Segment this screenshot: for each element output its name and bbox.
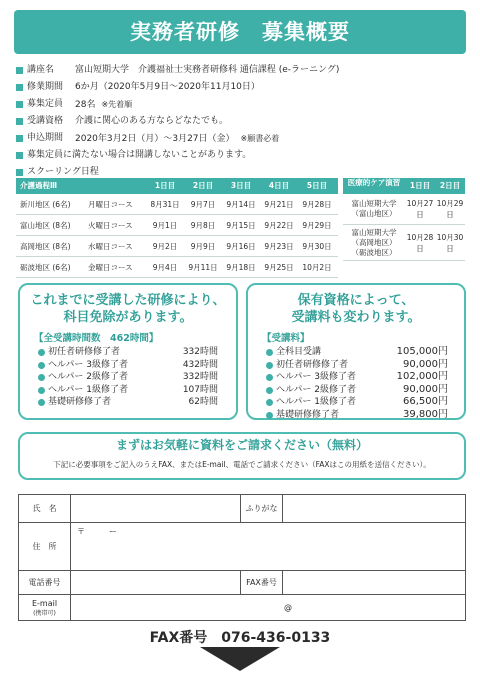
postal-dash: ー xyxy=(109,527,117,536)
list-item: ヘルパー 1級修了者 66,500円 xyxy=(266,396,464,409)
schedule-table xyxy=(16,178,338,278)
phone-label: 電話番号 xyxy=(19,571,71,595)
table-row: 富山地区 (8名) 火曜日コース 9月1日 9月8日 9月15日 9月22日 9月29日 xyxy=(16,215,338,236)
email-field[interactable]: @ xyxy=(71,595,466,621)
name-field[interactable] xyxy=(71,495,241,523)
banner-title-a: 実務者研修 xyxy=(130,20,240,44)
list-item: ヘルパー 2級修了者 90,000円 xyxy=(266,384,464,397)
info-row: 受講資格 介護に関心のある方ならどなたでも。 xyxy=(16,113,466,130)
circle-bullet-icon xyxy=(38,362,45,369)
furigana-field[interactable] xyxy=(283,495,466,523)
arrow-down-icon xyxy=(200,647,280,671)
fax-field[interactable] xyxy=(283,571,466,595)
list-item: ヘルパー 2級修了者 332時間 xyxy=(38,371,236,384)
address-field[interactable] xyxy=(71,523,466,571)
info-row: スクーリング日程 xyxy=(16,164,466,181)
fax-footer-number: 076-436-0133 xyxy=(221,630,331,646)
request-box xyxy=(18,432,466,480)
info-row: 修業期間 6か月（2020年5月9日～2020年11月10日） xyxy=(16,79,466,96)
banner-title-b: 募集概要 xyxy=(262,20,350,44)
fees-list xyxy=(266,346,464,421)
circle-bullet-icon xyxy=(38,349,45,356)
postal-mark: 〒 xyxy=(77,527,85,536)
fax-footer-label: FAX番号 xyxy=(149,630,208,646)
square-bullet-icon xyxy=(16,101,23,108)
exemption-box: これまでに受講した研修により、 科目免除があります。 【全受講時間数 462時間】 初任者研修修了者 332時間 ヘルパー 3級修了者 432時間 ヘルパー 2級修了者 332時間 ヘルパー 1級修了者 107時間 基礎研修修了者 62時間 xyxy=(18,283,238,420)
list-item: 基礎研修修了者 39,800円 xyxy=(266,409,464,422)
circle-bullet-icon xyxy=(266,399,273,406)
square-bullet-icon xyxy=(16,169,23,176)
square-bullet-icon xyxy=(16,135,23,142)
email-label: E-mail (携帯可) xyxy=(19,595,71,621)
square-bullet-icon xyxy=(16,152,23,159)
list-item: 初任者研修修了者 332時間 xyxy=(38,346,236,359)
circle-bullet-icon xyxy=(266,387,273,394)
circle-bullet-icon xyxy=(266,374,273,381)
info-row: 募集定員に満たない場合は開講しないことがあります。 xyxy=(16,147,466,164)
info-list xyxy=(16,62,466,181)
circle-bullet-icon xyxy=(266,412,273,419)
phone-field[interactable] xyxy=(71,571,241,595)
fax-footer xyxy=(0,627,480,647)
info-row: 募集定員 28名 ※先着順 xyxy=(16,96,466,113)
fax-label: FAX番号 xyxy=(241,571,283,595)
page-banner xyxy=(14,10,466,54)
circle-bullet-icon xyxy=(266,349,273,356)
info-row: 講座名 富山短期大学 介護福祉士実務者研修科 通信課程 (e-ラーニング) xyxy=(16,62,466,79)
request-title: まずはお気軽に資料をご請求ください（無料） xyxy=(115,438,368,452)
medical-header: 医療的ケア演習 1日目 2日目 xyxy=(343,178,465,194)
table-row: 砺波地区 (6名) 金曜日コース 9月4日 9月11日 9月18日 9月25日 10月2日 xyxy=(16,257,338,278)
furigana-label: ふりがな xyxy=(241,495,283,523)
address-label: 住 所 xyxy=(19,523,71,571)
fees-box: 保有資格によって、 受講料も変わります。 【受講料】 全科目受講 105,000円 初任者研修修了者 90,000円 ヘルパー 3級修了者 102,000円 ヘルパー 2級修了者 90,000円 ヘルパー 1級修了者 66,500円 基礎研修修了者 39,800円 xyxy=(246,283,466,420)
list-item: 基礎研修修了者 62時間 xyxy=(38,396,236,409)
info-row: 申込期間 2020年3月2日（月）～3月27日（金） ※願書必着 xyxy=(16,130,466,147)
table-row: 高岡地区 (8名) 水曜日コース 9月2日 9月9日 9月16日 9月23日 9月30日 xyxy=(16,236,338,257)
exemption-list xyxy=(38,346,236,409)
square-bullet-icon xyxy=(16,67,23,74)
square-bullet-icon xyxy=(16,118,23,125)
table-row: 富山短期大学 （富山地区） 10月27日 10月29日 xyxy=(343,194,465,225)
list-item: ヘルパー 1級修了者 107時間 xyxy=(38,384,236,397)
circle-bullet-icon xyxy=(38,387,45,394)
request-text: 下記に必要事項をご記入のうえFAX、またはE-mail、電話でご請求ください（FAXはこの用紙を送信ください）。 xyxy=(53,460,431,469)
schedule-header: 介護過程Ⅲ 1日目 2日目 3日目 4日目 5日目 xyxy=(16,178,338,194)
table-row: 新川地区 (6名) 月曜日コース 8月31日 9月7日 9月14日 9月21日 9月28日 xyxy=(16,194,338,215)
table-row: 富山短期大学 （高岡地区） （砺波地区） 10月28日 10月30日 xyxy=(343,225,465,261)
list-item: 初任者研修修了者 90,000円 xyxy=(266,359,464,372)
list-item: 全科目受講 105,000円 xyxy=(266,346,464,359)
square-bullet-icon xyxy=(16,84,23,91)
request-form xyxy=(18,494,466,621)
circle-bullet-icon xyxy=(38,374,45,381)
list-item: ヘルパー 3級修了者 102,000円 xyxy=(266,371,464,384)
name-label: 氏 名 xyxy=(19,495,71,523)
circle-bullet-icon xyxy=(38,399,45,406)
list-item: ヘルパー 3級修了者 432時間 xyxy=(38,359,236,372)
medical-care-table xyxy=(343,178,465,261)
circle-bullet-icon xyxy=(266,362,273,369)
